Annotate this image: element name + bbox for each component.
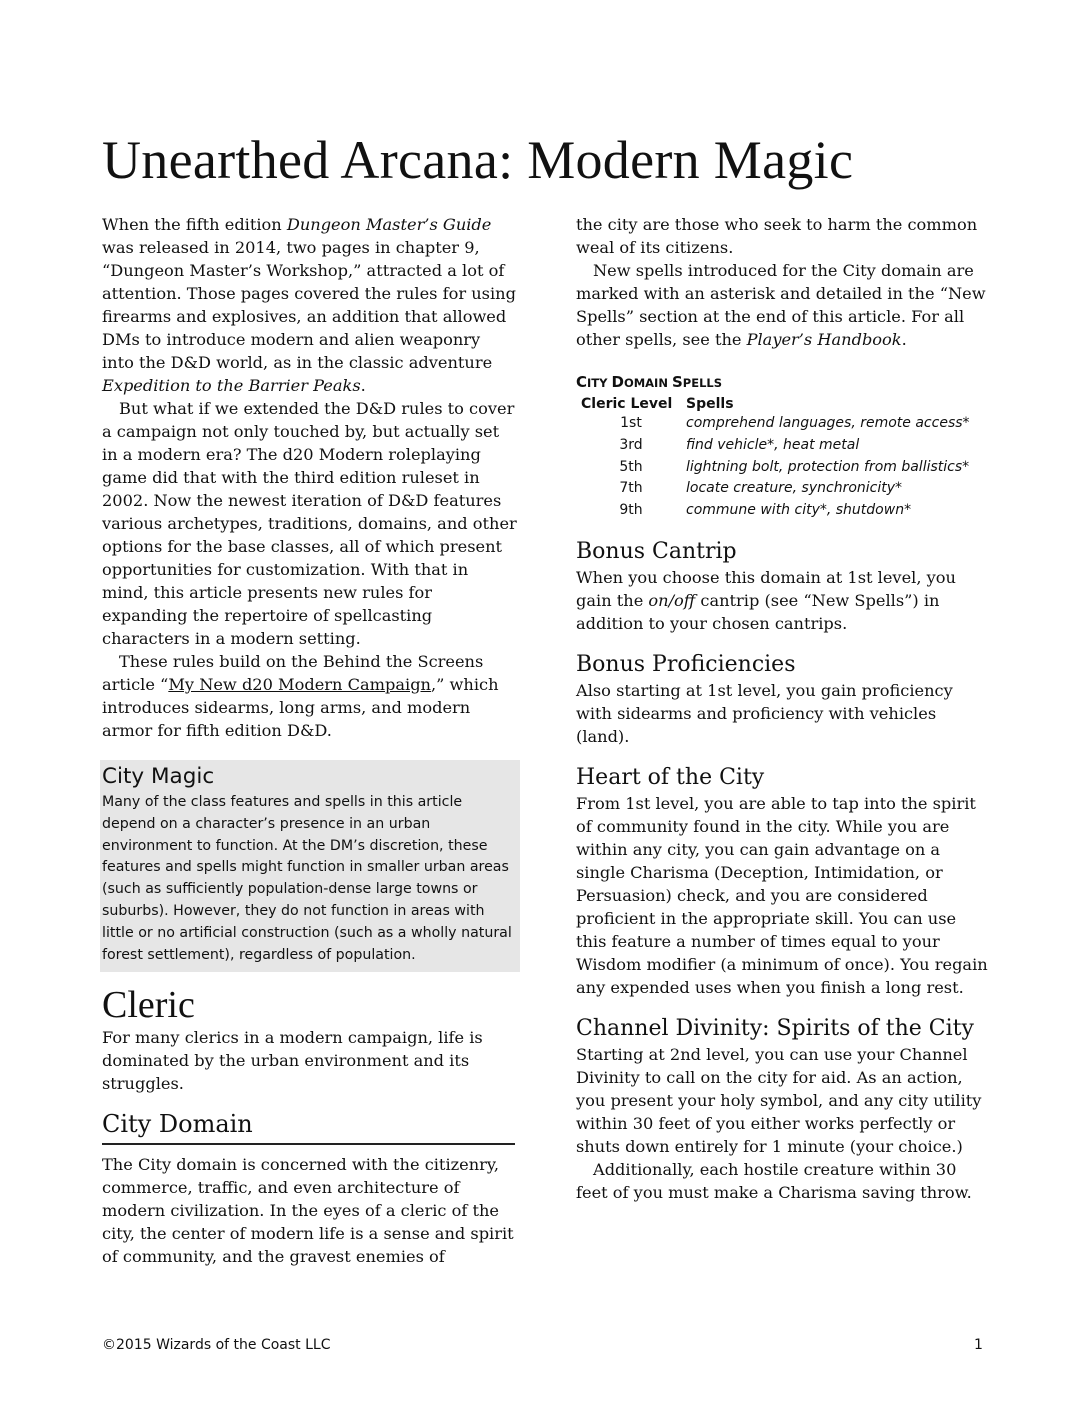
intro-paragraph-1: When the fifth edition Dungeon Master’s Guide was released in 2014, two pages in chapter 9, “Dungeon Master’s Workshop,” attracted a lot of attention. Those pages covered the rules for using firearms and explosives, an addition that allowed DMs to introduce modern and alien weaponry into the D&D world, as in the classic adventure Expedition to the Barrier Peaks.	[102, 215, 516, 395]
page-number: 1	[974, 1337, 983, 1353]
channel-divinity-text-2: Additionally, each hostile creature within 30 feet of you must make a Charisma saving throw.	[576, 1159, 972, 1202]
dmg-title: Dungeon Master’s Guide	[286, 215, 492, 234]
table-row: 1st comprehend languages, remote access*	[620, 415, 970, 431]
bonus-cantrip-heading: Bonus Cantrip	[576, 538, 737, 564]
right-column	[576, 213, 991, 1204]
heart-of-the-city-heading: Heart of the City	[576, 764, 765, 790]
channel-divinity-text-1: Starting at 2nd level, you can use your Channel Divinity to call on the city for aid. As an action, you present your holy symbol, and any city utility within 30 feet of you either works perfectly or shuts down entirely for 1 minute (your choice.)	[576, 1044, 982, 1156]
cleric-heading: Cleric	[102, 984, 195, 1027]
city-magic-sidebar	[100, 760, 520, 972]
phb-title: Player’s Handbook	[746, 330, 902, 349]
city-domain-heading: City Domain	[102, 1109, 515, 1145]
table-row: 3rd find vehicle*, heat metal	[619, 436, 860, 453]
sidebar-text: Many of the class features and spells in this article depend on a character’s presence in an urban environment to function. At the DM’s discretion, these features and spells might function in smaller urban areas (such as sufficiently population-dense large towns or suburbs). However, they do not function in areas with little or no artificial construction (such as a wholly natural forest settlement), regardless of population.	[102, 794, 512, 963]
intro-paragraph-3: These rules build on the Behind the Screens article “My New d20 Modern Campaign,” which introduces sidearms, long arms, and modern armor for fifth edition D&D.	[102, 652, 499, 740]
bonus-proficiencies-text: Also starting at 1st level, you gain proficiency with sidearms and proficiency with vehicles (land).	[576, 680, 953, 746]
intro-paragraph-2: But what if we extended the D&D rules to cover a campaign not only touched by, but actually set in a modern era? The d20 Modern roleplaying game did that with the third edition ruleset in 2002. Now the newest iteration of D&D features various archetypes, traditions, domains, and other options for the base classes, all of which present opportunities for customization. With that in mind, this article presents new rules for expanding the repertoire of spellcasting characters in a modern setting.	[102, 399, 517, 648]
heart-of-the-city-text: From 1st level, you are able to tap into the spirit of community found in the city. While you are within any city, you can gain advantage on a single Charisma (Deception, Intimidation, or Persuasion) check, and you are considered proficient in the appropriate skill. You can use this feature a number of times equal to your Wisdom modifier (a minimum of once). You regain any expended uses when you finish a long rest.	[576, 793, 988, 997]
channel-divinity-heading: Channel Divinity: Spirits of the City	[576, 1015, 974, 1041]
column-header-spells: Spells	[686, 396, 734, 412]
table-title: CITY DOMAIN SPELLS	[576, 373, 723, 391]
article-link[interactable]: My New d20 Modern Campaign	[168, 675, 431, 694]
sidebar-title: City Magic	[102, 764, 215, 789]
cleric-text: For many clerics in a modern campaign, life is dominated by the urban environment and its struggles.	[102, 1028, 483, 1094]
bonus-cantrip-text: When you choose this domain at 1st level, you gain the on/off cantrip (see “New Spells”) in addition to your chosen cantrips.	[576, 567, 956, 633]
bonus-proficiencies-heading: Bonus Proficiencies	[576, 651, 796, 677]
continued-text: the city are those who seek to harm the common weal of its citizens.	[576, 215, 978, 257]
table-row: 9th commune with city*, shutdown*	[619, 502, 912, 519]
left-column	[102, 213, 517, 1268]
adventure-title: Expedition to the Barrier Peaks	[102, 376, 361, 395]
spells-note: New spells introduced for the City domain are marked with an asterisk and detailed in the “New Spells” section at the end of this article. For all other spells, see the Player’s Handbook.	[576, 261, 986, 349]
city-domain-text: The City domain is concerned with the citizenry, commerce, traffic, and even architecture of modern civilization. In the eyes of a cleric of the city, the center of modern life is a sense and spirit of community, and the gravest enemies of	[102, 1155, 514, 1267]
page-title: Unearthed Arcana: Modern Magic	[102, 130, 854, 190]
domain-spells-table	[576, 393, 970, 522]
copyright: ©2015 Wizards of the Coast LLC	[102, 1337, 331, 1353]
table-row: 5th lightning bolt, protection from ballistics*	[619, 458, 970, 475]
table-row: 7th locate creature, synchronicity*	[619, 480, 903, 497]
column-header-level: Cleric Level	[581, 396, 673, 412]
